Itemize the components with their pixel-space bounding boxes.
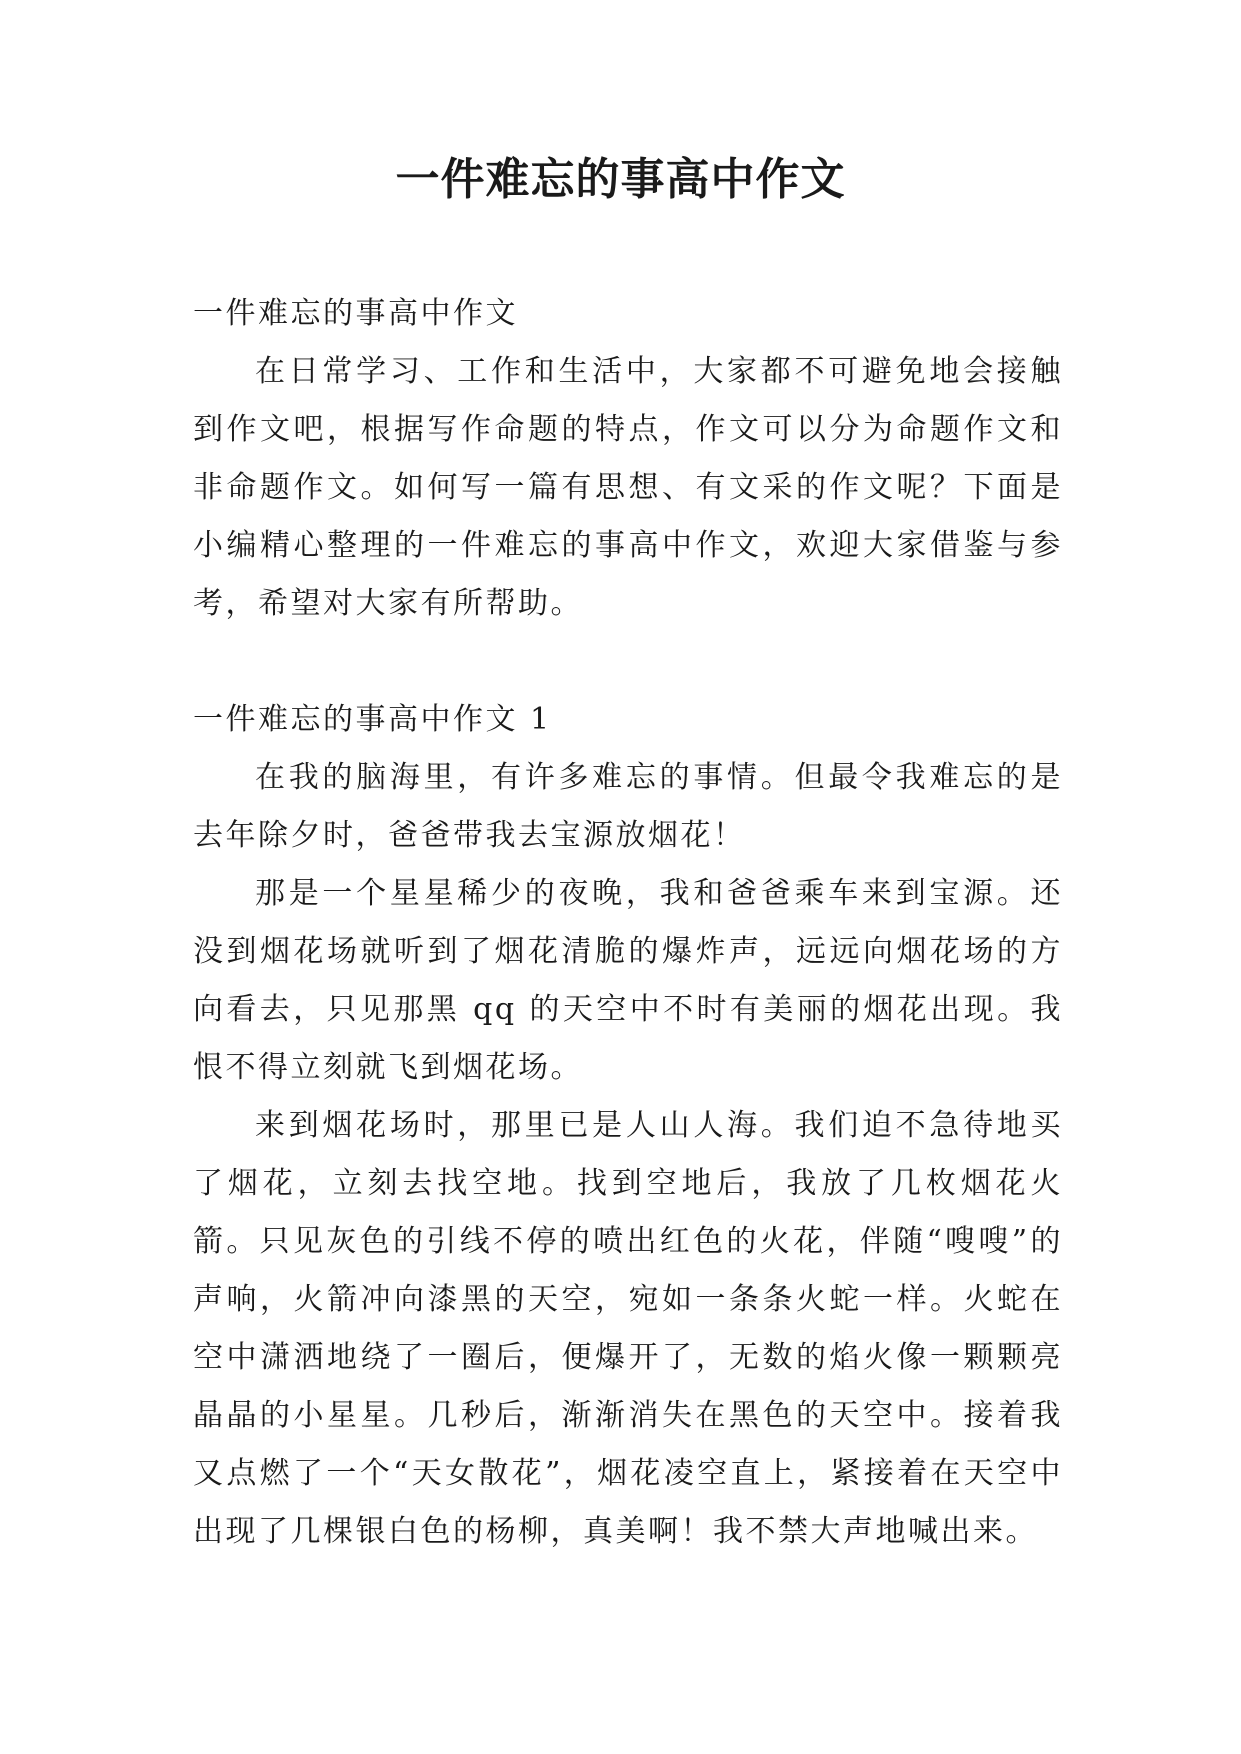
intro-paragraph: 在日常学习、工作和生活中，大家都不可避免地会接触到作文吧，根据写作命题的特点，作文可以分为命题作文和非命题作文。如何写一篇有思想、有文采的作文呢？下面是小编精心整理的一件难忘的事高中作文，欢迎大家借鉴与参考，希望对大家有所帮助。	[193, 354, 1063, 621]
section-spacer	[193, 633, 1063, 691]
document-title: 一件难忘的事高中作文	[395, 154, 846, 205]
essay1-paragraph-3: 来到烟花场时，那里已是人山人海。我们迫不急待地买了烟花，立刻去找空地。找到空地后，我放了几枚烟花火箭。只见灰色的引线不停的喷出红色的火花，伴随“嗖嗖”的声响，火箭冲向漆黑的天空，宛如一条条火蛇一样。火蛇在空中潇洒地绕了一圈后，便爆开了，无数的焰火像一颗颗亮晶晶的小星星。几秒后，渐渐消失在黑色的天空中。接着我又点燃了一个“天女散花”，烟花凌空直上，紧接着在天空中出现了几棵银白色的杨柳，真美啊！我不禁大声地喊出来。	[193, 1108, 1063, 1549]
essay1-heading: 一件难忘的事高中作文 1	[193, 702, 552, 737]
document-body	[193, 285, 1063, 1561]
essay1-paragraph-2: 那是一个星星稀少的夜晚，我和爸爸乘车来到宝源。还没到烟花场就听到了烟花清脆的爆炸声，远远向烟花场的方向看去，只见那黑 qq 的天空中不时有美丽的烟花出现。我恨不得立刻就飞到烟花场。	[193, 876, 1063, 1085]
essay1-paragraph-1: 在我的脑海里，有许多难忘的事情。但最令我难忘的是去年除夕时，爸爸带我去宝源放烟花！	[193, 760, 1063, 853]
intro-heading: 一件难忘的事高中作文	[193, 296, 518, 331]
